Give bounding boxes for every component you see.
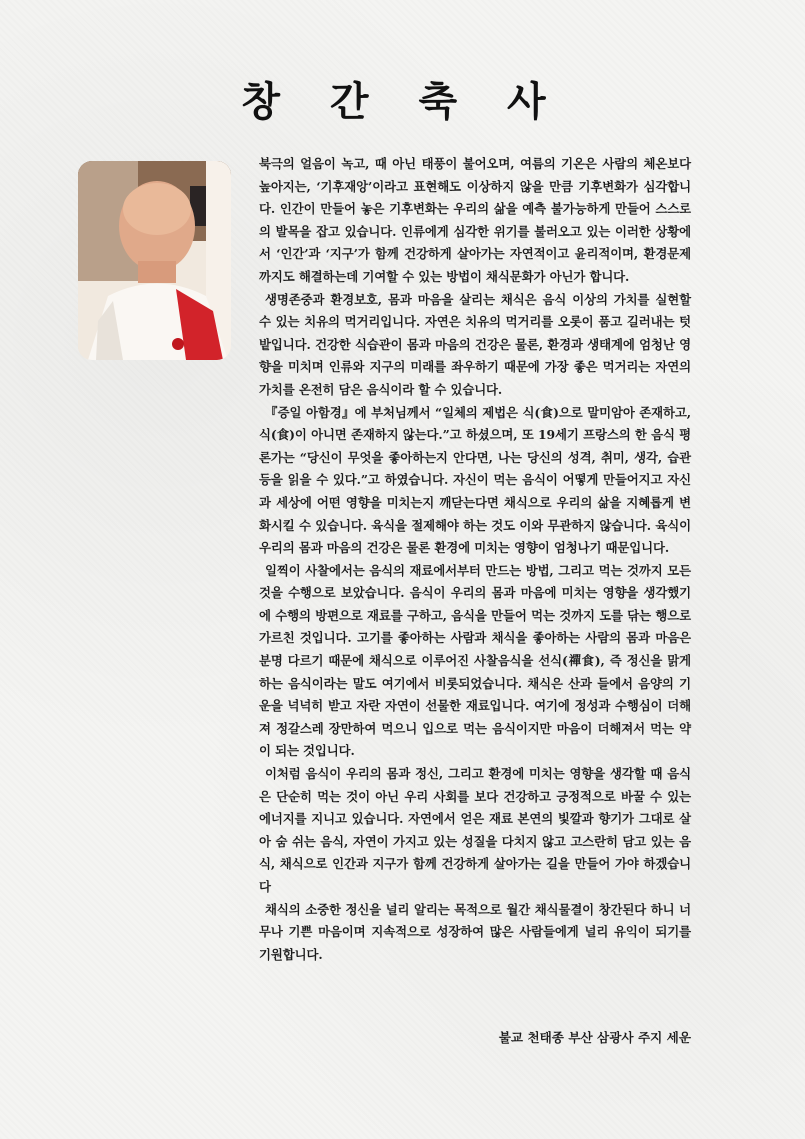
portrait-photo: [78, 161, 231, 360]
paragraph: 채식의 소중한 정신을 널리 알리는 목적으로 월간 채식물결이 창간된다 하니 너무나 기쁜 마음이며 지속적으로 성장하여 많은 사람들에게 널리 유익이 되기를 기원합니다.: [259, 901, 691, 962]
paragraph: 이처럼 음식이 우리의 몸과 정신, 그리고 환경에 미치는 영향을 생각할 때 음식은 단순히 먹는 것이 아닌 우리 사회를 보다 건강하고 긍정적으로 바꿀 수 있는 에너지를 지니고 있습니다. 자연에서 얻은 재료 본연의 빛깔과 향기가 그대로 살아 숨 쉬는 음식, 자연이 가지고 있는 성질을 다치지 않고 고스란히 담고 있는 음식, 채식으로 인간과 지구가 함께 건강하게 살아가는 길을 만들어 가야 하겠습니다: [259, 766, 691, 894]
paragraph: 『증일 아함경』에 부처님께서 “일체의 제법은 식(食)으로 말미암아 존재하고, 식(食)이 아니면 존재하지 않는다.”고 하셨으며, 또 19세기 프랑스의 한 음식 평론가는 “당신이 무엇을 좋아하는지 안다면, 나는 당신의 성격, 취미, 생각, 습관 등을 읽을 수 있다.”고 하였습니다. 자신이 먹는 음식이 어떻게 만들어지고 자신과 세상에 어떤 영향을 미치는지 깨닫는다면 채식으로 우리의 삶을 지혜롭게 변화시킬 수 있습니다. 육식을 절제해야 하는 것도 이와 무관하지 않습니다. 육식이 우리의 몸과 마음의 건강은 물론 환경에 미치는 영향이 엄청나기 때문입니다.: [259, 404, 691, 556]
article-body: [259, 153, 691, 966]
signature: 불교 천태종 부산 삼광사 주지 세운: [498, 1030, 691, 1045]
paragraph: 생명존중과 환경보호, 몸과 마음을 살리는 채식은 음식 이상의 가치를 실현할 수 있는 치유의 먹거리입니다. 자연은 치유의 먹거리를 오롯이 품고 길러내는 텃밭입니다. 건강한 식습관이 몸과 마음의 건강은 물론, 환경과 생태계에 엄청난 영향을 미치며 인류와 지구의 미래를 좌우하기 때문에 가장 좋은 먹거리는 자연의 가치를 온전히 담은 음식이라 할 수 있습니다.: [259, 291, 691, 397]
portrait-icon: [78, 161, 231, 360]
paragraph: 북극의 얼음이 녹고, 때 아닌 태풍이 불어오며, 여름의 기온은 사람의 체온보다 높아지는, ‘기후재앙’이라고 표현해도 이상하지 않을 만큼 기후변화가 심각합니다. 인간이 만들어 놓은 기후변화는 우리의 삶을 예측 불가능하게 만들어 스스로의 발목을 잡고 있습니다. 인류에게 심각한 위기를 불러오고 있는 이러한 상황에서 ‘인간’과 ‘지구’가 함께 건강하게 살아가는 자연적이고 윤리적이며, 환경문제까지도 해결하는데 기여할 수 있는 방법이 채식문화가 아닌가 합니다.: [259, 156, 691, 284]
page-title: 창 간 축 사: [241, 79, 564, 125]
paragraph: 일찍이 사찰에서는 음식의 재료에서부터 만드는 방법, 그리고 먹는 것까지 모든 것을 수행으로 보았습니다. 음식이 우리의 몸과 마음에 미치는 영향을 생각했기에 수행의 방편으로 재료를 구하고, 음식을 만들어 먹는 것까지 도를 닦는 행으로 가르친 것입니다. 고기를 좋아하는 사람과 채식을 좋아하는 사람의 몸과 마음은 분명 다르기 때문에 채식으로 이루어진 사찰음식을 선식(禪食), 즉 정신을 맑게 하는 음식이라는 말도 여기에서 비롯되었습니다. 채식은 산과 들에서 음양의 기운을 넉넉히 받고 자란 자연이 선물한 재료입니다. 여기에 정성과 수행심이 더해져 정갈스레 장만하여 먹으니 입으로 먹는 음식이지만 마음이 더해져서 먹는 약이 되는 것입니다.: [259, 562, 691, 759]
